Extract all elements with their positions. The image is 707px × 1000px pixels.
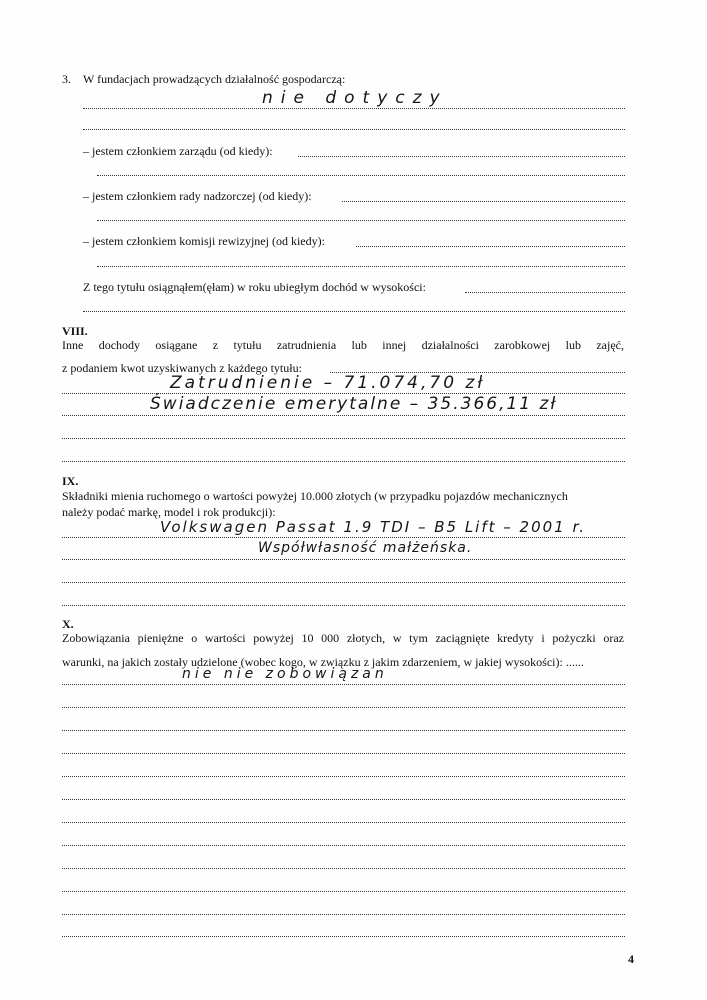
handwritten-liability-entry: nie nie zobowiązan [182, 666, 388, 682]
section-9-numeral: IX. [62, 474, 79, 488]
handwritten-answer: nie dotyczy [262, 88, 448, 108]
fill-line [62, 867, 625, 869]
fill-line [62, 604, 625, 606]
fill-line [62, 821, 625, 823]
fill-line [62, 414, 625, 416]
section-8-numeral: VIII. [62, 324, 88, 338]
fill-line [62, 752, 625, 754]
section-8-text-line2: z podaniem kwot uzyskiwanych z każdego tytułu: [62, 361, 302, 375]
fill-line [62, 844, 625, 846]
fill-line [62, 460, 625, 462]
fill-line [62, 935, 625, 937]
fill-line [62, 558, 625, 560]
page-number: 4 [628, 952, 634, 966]
section-8-text-line1: Inne dochody osiągane z tytułu zatrudnienia lub innej działalności zarobkowej lub zajęć, [62, 338, 624, 352]
fill-line [62, 890, 625, 892]
fill-line [62, 729, 625, 731]
income-label: Z tego tytułu osiągnąłem(ęłam) w roku ubiegłym dochód w wysokości: [83, 280, 426, 294]
fill-line [62, 775, 625, 777]
section-10-text-line1: Zobowiązania pieniężne o wartości powyżej 10 000 złotych, w tym zaciągnięte kredyty i pożyczki oraz [62, 631, 624, 645]
fill-line [83, 310, 625, 312]
fill-line [62, 437, 625, 439]
audit-committee-label: – jestem członkiem komisji rewizyjnej (od kiedy): [83, 234, 325, 248]
fill-line [62, 581, 625, 583]
section-9-text-line1: Składniki mienia ruchomego o wartości powyżej 10.000 złotych (w przypadku pojazdów mechanicznych [62, 489, 568, 503]
section-3-heading: W fundacjach prowadzących działalność gospodarczą: [83, 72, 346, 86]
section-10-numeral: X. [62, 617, 74, 631]
board-member-label: – jestem członkiem zarządu (od kiedy): [83, 144, 273, 158]
fill-line [62, 683, 625, 685]
fill-line [97, 265, 625, 267]
fill-line [62, 706, 625, 708]
fill-line [342, 200, 625, 202]
section-9-text-line2: należy podać markę, model i rok produkcji): [62, 505, 276, 519]
handwritten-asset-entry-1: Volkswagen Passat 1.9 TDI – B5 Lift – 2001 r. [160, 518, 587, 536]
handwritten-income-entry-1: Zatrudnienie – 71.074,70 zł [170, 373, 486, 393]
fill-line [62, 536, 625, 538]
fill-line [83, 128, 625, 130]
fill-line [62, 798, 625, 800]
section-10-text-line2: warunki, na jakich zostały udzielone (wobec kogo, w związku z jakim zdarzeniem, w jakiej wysokości): ...... [62, 655, 584, 669]
fill-line [465, 291, 625, 293]
fill-line [97, 174, 625, 176]
handwritten-asset-entry-2: Współwłasność małżeńska. [258, 540, 473, 556]
fill-line [62, 913, 625, 915]
fill-line [97, 219, 625, 221]
fill-line [298, 155, 625, 157]
handwritten-income-entry-2: Świadczenie emerytalne – 35.366,11 zł [150, 394, 558, 414]
section-3-number: 3. [62, 72, 71, 86]
fill-line [356, 245, 625, 247]
supervisory-board-label: – jestem członkiem rady nadzorczej (od kiedy): [83, 189, 312, 203]
